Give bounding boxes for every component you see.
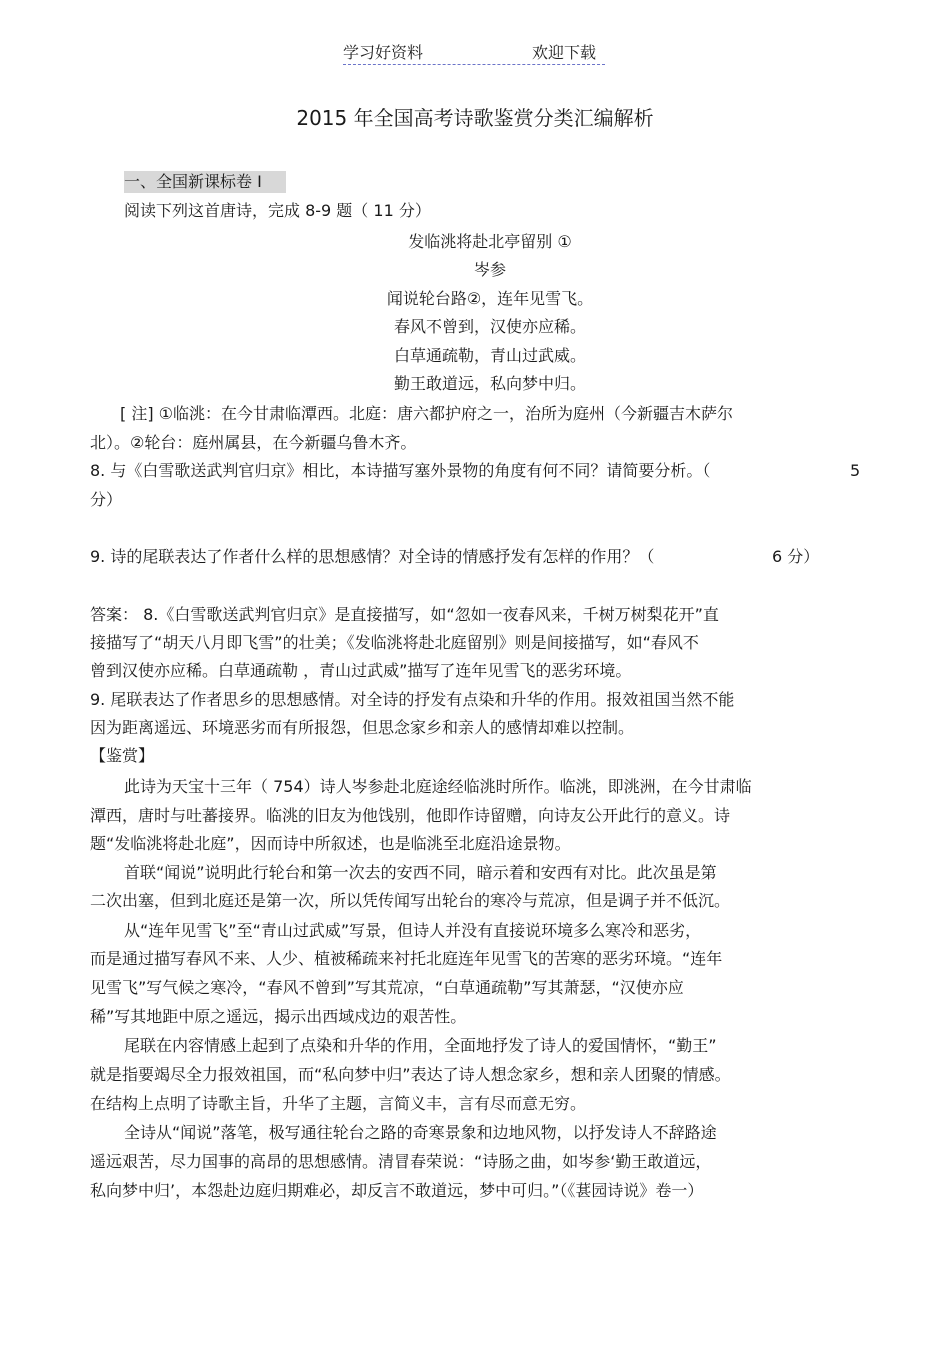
answer-line: 曾到汉使亦应稀。白草通疏勒 ，青山过武威”描写了连年见雪飞的恶劣环境。 xyxy=(90,661,632,680)
appreciation-line: 潭西，唐时与吐蕃接界。临洮的旧友为他饯别，他即作诗留赠，向诗友公开此行的意义。诗 xyxy=(90,806,731,825)
poem-line: 闻说轮台路②，连年见雪飞。 xyxy=(386,289,594,308)
appreciation-line: 稀”写其地距中原之遥远，揭示出西域戍边的艰苦性。 xyxy=(90,1007,467,1026)
appreciation-line: 全诗从“闻说”落笔，极写通往轮台之路的奇寒景象和边地风物，以抒发诗人不辞路途 xyxy=(124,1123,717,1142)
header-left-text: 学习好资料 xyxy=(343,43,424,62)
appreciation-line: 从“连年见雪飞”至“青山过武威”写景，但诗人并没有直接说环境多么寒冷和恶劣， xyxy=(124,921,702,940)
answer-line: 9. 尾联表达了作者思乡的思想感情。对全诗的抒发有点染和升华的作用。报效祖国当然不能 xyxy=(90,690,735,709)
section-heading: 一、全国新课标卷 I xyxy=(124,171,286,193)
appreciation-line: 此诗为天宝十三年（ 754）诗人岑参赴北庭途经临洮时所作。临洮，即洮洲，在今甘肃临 xyxy=(124,777,752,796)
answer-line: 答案： 8.《白雪歌送武判官归京》是直接描写，如“忽如一夜春风来，千树万树梨花开”直 xyxy=(90,605,719,624)
appreciation-line: 就是指要竭尽全力报效祖国，而“私向梦中归”表达了诗人想念家乡，想和亲人团聚的情感。 xyxy=(90,1065,731,1084)
appreciation-line: 私向梦中归’，本怨赴边庭归期难必，却反言不敢道远，梦中可归。”（《葚园诗说》卷一） xyxy=(90,1181,704,1200)
intro-text: 阅读下列这首唐诗，完成 8-9 题（ 11 分） xyxy=(124,201,431,220)
appreciation-line: 而是通过描写春风不来、人少、植被稀疏来衬托北庭连年见雪飞的苦寒的恶劣环境。“连年 xyxy=(90,949,723,968)
note-line: [ 注] ①临洮：在今甘肃临潭西。北庭：唐六都护府之一，治所为庭州（今新疆吉木萨尔 xyxy=(120,404,734,423)
poem-title: 发临洮将赴北亭留别 ① xyxy=(408,232,572,251)
appreciation-line: 见雪飞”写气候之寒冷，“春风不曾到”写其荒凉，“白草通疏勒”写其萧瑟，“汉使亦应 xyxy=(90,978,684,997)
question-9-points: 6 分） xyxy=(772,547,820,566)
document-title: 2015 年全国高考诗歌鉴赏分类汇编解析 xyxy=(296,106,654,130)
appreciation-label: 【鉴赏】 xyxy=(90,746,155,765)
header-dashed-divider xyxy=(343,64,605,65)
appreciation-line: 题“发临洮将赴北庭”，因而诗中所叙述，也是临洮至北庭沿途景物。 xyxy=(90,834,571,853)
poem-author: 岑参 xyxy=(473,260,506,279)
answer-line: 接描写了“胡天八月即飞雪”的壮美；《发临洮将赴北庭留别》则是间接描写，如“春风不 xyxy=(90,633,699,652)
poem-line: 勤王敢道远，私向梦中归。 xyxy=(393,374,586,393)
poem-line: 春风不曾到，汉使亦应稀。 xyxy=(393,317,586,336)
appreciation-line: 首联“闻说”说明此行轮台和第一次去的安西不同，暗示着和安西有对比。此次虽是第 xyxy=(124,863,717,882)
question-8: 8. 与《白雪歌送武判官归京》相比，本诗描写塞外景物的角度有何不同？请简要分析。（ xyxy=(90,461,711,480)
question-9: 9. 诗的尾联表达了作者什么样的思想感情？对全诗的情感抒发有怎样的作用？（ xyxy=(90,547,655,566)
appreciation-line: 在结构上点明了诗歌主旨，升华了主题，言简义丰，言有尽而意无穷。 xyxy=(90,1094,587,1113)
question-8-points: 5 xyxy=(850,461,861,480)
note-line: 北）。②轮台：庭州属县，在今新疆乌鲁木齐。 xyxy=(90,433,417,452)
answer-line: 因为距离遥远、环境恶劣而有所报怨，但思念家乡和亲人的感情却难以控制。 xyxy=(90,718,635,737)
appreciation-line: 尾联在内容情感上起到了点染和升华的作用，全面地抒发了诗人的爱国情怀，“勤王” xyxy=(124,1036,717,1055)
question-8-suffix: 分） xyxy=(90,490,123,509)
poem-line: 白草通疏勒，青山过武威。 xyxy=(393,346,586,365)
header-right-text: 欢迎下载 xyxy=(532,43,597,62)
appreciation-line: 二次出塞，但到北庭还是第一次，所以凭传闻写出轮台的寒冷与荒凉，但是调子并不低沉。 xyxy=(90,891,731,910)
appreciation-line: 遥远艰苦，尽力国事的高昂的思想感情。清冒春荣说：“诗肠之曲，如岑参‘勤王敢道远， xyxy=(90,1152,712,1171)
